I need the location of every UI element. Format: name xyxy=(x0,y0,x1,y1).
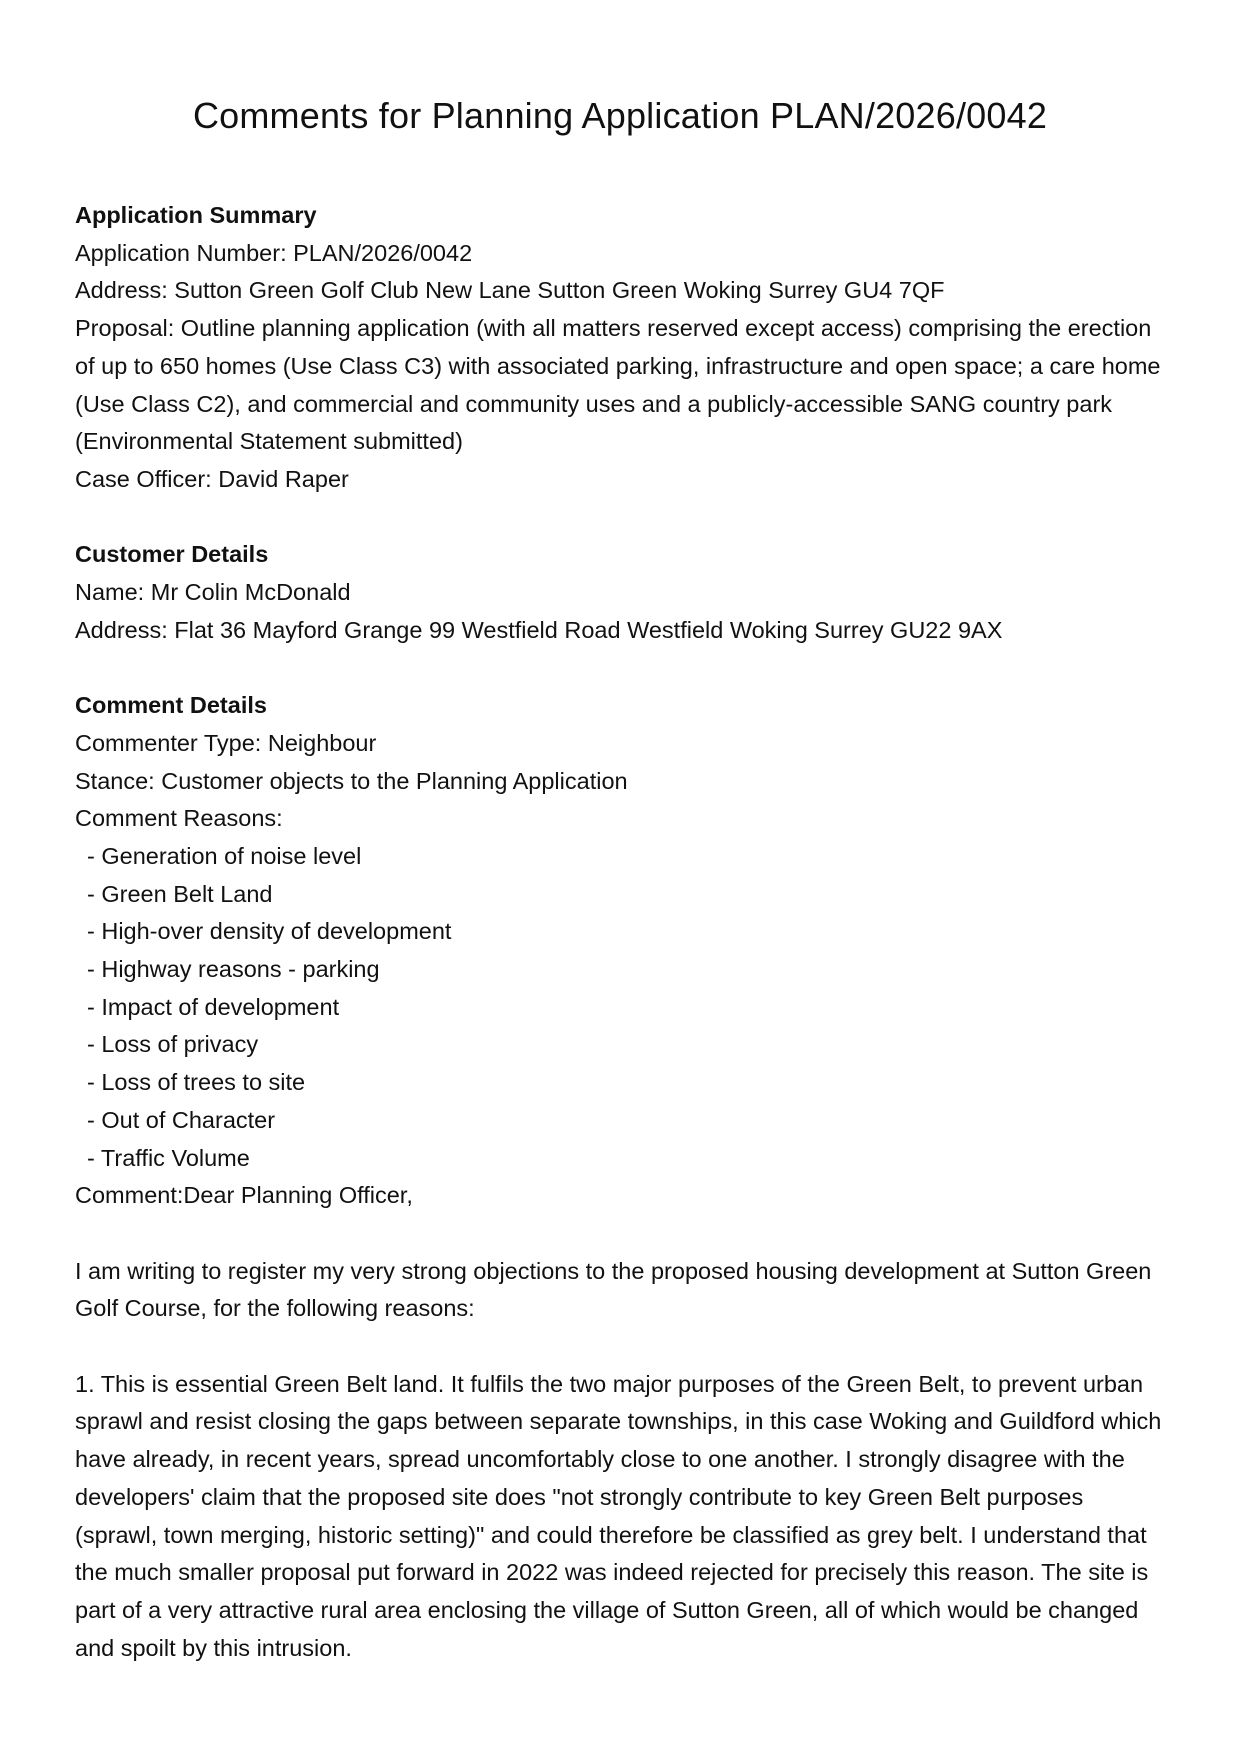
spacer xyxy=(75,1328,1165,1366)
comment-details-section xyxy=(75,687,1165,1667)
page-title: Comments for Planning Application PLAN/2026/0042 xyxy=(192,95,1048,136)
comment-reason-item: - Impact of development xyxy=(87,993,340,1020)
application-summary-section xyxy=(75,197,1165,499)
customer-name: Name: Mr Colin McDonald xyxy=(75,579,351,606)
spacer xyxy=(75,649,1165,687)
comment-opening: Comment:Dear Planning Officer, xyxy=(75,1182,413,1209)
comment-reason-item: - Loss of privacy xyxy=(87,1031,259,1058)
application-summary-heading: Application Summary xyxy=(75,202,317,228)
customer-details-heading: Customer Details xyxy=(75,541,269,568)
spacer xyxy=(75,1215,1165,1253)
comment-reason-item: - Out of Character xyxy=(87,1106,276,1133)
document-body xyxy=(75,197,1165,1667)
comment-reason-item: - Highway reasons - parking xyxy=(87,956,380,983)
case-officer: Case Officer: David Raper xyxy=(75,465,349,492)
application-proposal: Proposal: Outline planning application (with all matters reserved except access) comprising the erection of up to 650 homes (Use Class C3) with associated parking, infrastructure and open space; a care home (Use Class C2), and commercial and community uses and a publicly-accessible SANG country park (Environmental Statement submitted) xyxy=(75,315,1161,455)
comment-reason-item: - Traffic Volume xyxy=(87,1144,250,1171)
application-number: Application Number: PLAN/2026/0042 xyxy=(75,239,473,266)
comment-paragraph-1: I am writing to register my very strong objections to the proposed housing development at Sutton Green Golf Course, for the following reasons: xyxy=(75,1257,1152,1322)
stance: Stance: Customer objects to the Planning Application xyxy=(75,767,628,794)
spacer xyxy=(75,499,1165,537)
comment-details-heading: Comment Details xyxy=(75,692,267,719)
comment-reasons-label: Comment Reasons: xyxy=(75,805,283,832)
comment-reason-item: - Loss of trees to site xyxy=(87,1069,306,1096)
customer-details-section xyxy=(75,536,1165,649)
commenter-type: Commenter Type: Neighbour xyxy=(75,729,377,756)
comment-reason-item: - Generation of noise level xyxy=(87,842,362,869)
comment-reasons-list xyxy=(75,838,1165,1177)
customer-address: Address: Flat 36 Mayford Grange 99 Westfield Road Westfield Woking Surrey GU22 9AX xyxy=(75,616,1003,643)
comment-reason-item: - High-over density of development xyxy=(87,918,452,945)
comment-paragraph-2: 1. This is essential Green Belt land. It fulfils the two major purposes of the Green Belt, to prevent urban sprawl and resist closing the gaps between separate townships, in this case Woking and Guildford which have already, in recent years, spread uncomfortably close to one another. I strongly disagree with the developers' claim that the proposed site does "not strongly contribute to key Green Belt purposes (sprawl, town merging, historic setting)" and could therefore be classified as grey belt. I understand that the much smaller proposal put forward in 2022 was indeed rejected for precisely this reason. The site is part of a very attractive rural area enclosing the village of Sutton Green, all of which would be changed and spoilt by this intrusion. xyxy=(75,1370,1162,1661)
comment-reason-item: - Green Belt Land xyxy=(87,880,273,907)
application-address: Address: Sutton Green Golf Club New Lane Sutton Green Woking Surrey GU4 7QF xyxy=(75,277,945,304)
